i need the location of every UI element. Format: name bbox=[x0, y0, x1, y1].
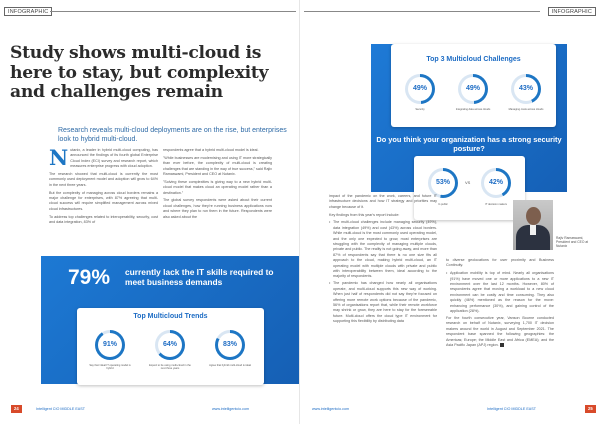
trend-value-2: 64% bbox=[158, 333, 182, 357]
trend-donut-3 bbox=[215, 330, 245, 360]
versus-label: VS bbox=[465, 180, 471, 185]
security-question: Do you think your organization has a strong security posture? bbox=[376, 135, 562, 153]
section-tag-right: INFOGRAPHIC bbox=[548, 7, 596, 16]
challenge-label-3: Managing costs across clouds bbox=[508, 108, 544, 111]
trend-donut-1 bbox=[95, 330, 125, 360]
body-paragraph: utanix, a leader in hybrid multi-cloud computing, has announced the findings of its fourth global Enterprise Cloud Index (ECI) survey and research report, which measures enterprise progress with cloud adoption. bbox=[70, 148, 158, 169]
body-paragraph: Key findings from this year's report include: bbox=[329, 212, 400, 217]
challenge-value-2: 49% bbox=[461, 77, 485, 101]
posture-donut-2 bbox=[481, 168, 511, 198]
findings-list bbox=[329, 220, 437, 324]
footer-url-left: www.intelligentcio.com bbox=[212, 407, 250, 411]
section-rule-left bbox=[50, 11, 296, 12]
page-number-left: 24 bbox=[11, 405, 22, 413]
finding-item: • The multi-cloud challenges include managing security (49%), data integration (49%) and cost (43%) across cloud borders. While multi-cloud is the most commonly used operating model, and the only one expected to grow, most enterprises are struggling with the complexity of managing multiple clouds, private and public. The reality is not going away, and more than 87% of respondents say that there is no one size fits all approach to the cloud, making hybrid multi-cloud, an IT operating model with multiple clouds with private and public with interoperability between them, ideal according to the majority of respondents. bbox=[329, 220, 437, 279]
left-body-column-b bbox=[163, 148, 272, 222]
trends-title: Top Multicloud Trends bbox=[133, 313, 208, 320]
big-stat-value: 79% bbox=[68, 266, 111, 289]
posture-value-2: 42% bbox=[484, 171, 508, 195]
finding-item: • Application mobility is top of mind. Nearly all organisations (91%) have moved one or more applications to a new IT environment over the last 12 months. However, 80% of respondents agree that moving a workload to a new cloud environment can be costly and time consuming. They also quickly (46%) mentioned as the reason for the move: enhancing performance (30%), and gaining control of the application (28%). bbox=[446, 271, 554, 314]
posture-label-2: IT decision makers bbox=[485, 203, 507, 206]
challenges-title: Top 3 Multicloud Challenges bbox=[426, 56, 521, 63]
body-paragraph: The global survey respondents were asked about their current cloud challenges, how they're running business applications now and where they plan to run them in the future. Respondents were also asked about the bbox=[163, 198, 272, 219]
challenge-donut-3 bbox=[511, 74, 541, 104]
body-paragraph: "Solving these complexities is giving way to a new hybrid multi-cloud model that makes cloud an operating model rather than a destination." bbox=[163, 179, 272, 195]
left-body-column-a bbox=[49, 145, 158, 228]
trends-card bbox=[77, 308, 264, 385]
finding-item: • The pandemic has changed how nearly all organisations operate, and multi-cloud supports this new way of working. When just half of respondents did not say they're focused on offering more remote work options because of the pandemic, 56% of organisations report that, while their remote workforce may shrink or grow, they are here to stay for the foreseeable future. Multi-cloud offers the cloud type IT environment for supporting this flexibility by distributing data bbox=[329, 281, 437, 324]
footer-publication-left: Intelligent CIO MIDDLE EAST bbox=[36, 407, 85, 411]
body-paragraph: to diverse geolocations for user proximity and Business Continuity. bbox=[446, 258, 554, 268]
page-number-right: 25 bbox=[585, 405, 596, 413]
executive-photo bbox=[513, 200, 553, 250]
trend-label-3: Agree that hybrid multi-cloud is ideal bbox=[209, 364, 251, 367]
challenges-card bbox=[391, 44, 556, 127]
body-paragraph: But the complexity of managing across cloud borders remains a major challenge for enterprises, with 87% agreeing that multi-cloud success will require simplified management across mixed cloud infrastructures. bbox=[49, 190, 158, 211]
challenge-value-1: 49% bbox=[408, 77, 432, 101]
trend-value-3: 83% bbox=[218, 333, 242, 357]
trend-donut-2 bbox=[155, 330, 185, 360]
footer-publication-right: Intelligent CIO MIDDLE EAST bbox=[487, 407, 536, 411]
footer-url-right: www.intelligentcio.com bbox=[312, 407, 350, 411]
body-paragraph: For the fourth consecutive year, Vanson Bourne conducted research on behalf of Nutanix, surveying 1,700 IT decision makers around the world in August and September 2021. The respondent base spanned the following geographies: the Americas; Europe; the Middle East and Africa (EMEA); and the Asia Pacific Japan (APJ) region. bbox=[446, 315, 554, 347]
challenge-label-1: Security bbox=[415, 108, 425, 111]
challenge-value-3: 43% bbox=[514, 77, 538, 101]
drop-cap: N bbox=[49, 145, 69, 170]
findings-list bbox=[446, 271, 554, 314]
posture-label-1: In public bbox=[438, 203, 448, 206]
article-standfirst: Research reveals multi-cloud deployments are on the rise, but enterprises look to hybrid multi-cloud. bbox=[58, 127, 287, 143]
right-body-column-b bbox=[446, 258, 554, 351]
trend-value-1: 91% bbox=[98, 333, 122, 357]
body-paragraph: "While businesses are modernising and using IT more strategically than ever before, the complexity of multi-cloud is creating challenges that are standing in the way of true success," said Rajiv Ramaswami, President and CEO at Nutanix. bbox=[163, 155, 272, 177]
article-headline: Study shows multi-cloud is here to stay, but complexity and challenges remain bbox=[10, 43, 269, 102]
photo-figure-head bbox=[526, 207, 541, 225]
posture-value-1: 53% bbox=[431, 171, 455, 195]
challenges-panel bbox=[371, 44, 567, 206]
right-body-column-a bbox=[329, 194, 437, 326]
section-tag-left: INFOGRAPHIC bbox=[4, 7, 52, 16]
photo-figure-collar bbox=[530, 225, 536, 235]
trend-label-2: Expect to be using multi-cloud in the next three years bbox=[149, 364, 191, 371]
photo-caption: Rajiv Ramaswami, President and CEO at Nutanix bbox=[556, 236, 589, 249]
right-page bbox=[300, 0, 600, 424]
body-paragraph: respondents agree that a hybrid multi-cloud model is ideal. bbox=[163, 148, 259, 152]
body-paragraph: The research showed that multi-cloud is currently the most commonly used deployment model and adoption will grow to 64% in the next three years. bbox=[49, 172, 158, 187]
body-paragraph: impact of the pandemic on the work, careers, and future IT infrastructure decisions and how IT strategy and priorities may change because of it. bbox=[329, 194, 437, 209]
trend-label-1: Say their ideal IT operating model is hybrid bbox=[89, 364, 131, 371]
challenge-label-2: Integrating data across clouds bbox=[455, 108, 491, 111]
challenge-donut-2 bbox=[458, 74, 488, 104]
challenge-donut-1 bbox=[405, 74, 435, 104]
big-stat-label: currently lack the IT skills required to meet business demands bbox=[125, 267, 274, 287]
stat-panel bbox=[41, 256, 299, 384]
body-paragraph: To address top challenges related to interoperability, security, cost and data integration, 83% of bbox=[49, 214, 158, 225]
section-rule-right bbox=[304, 11, 540, 12]
end-of-article-mark bbox=[500, 343, 504, 347]
